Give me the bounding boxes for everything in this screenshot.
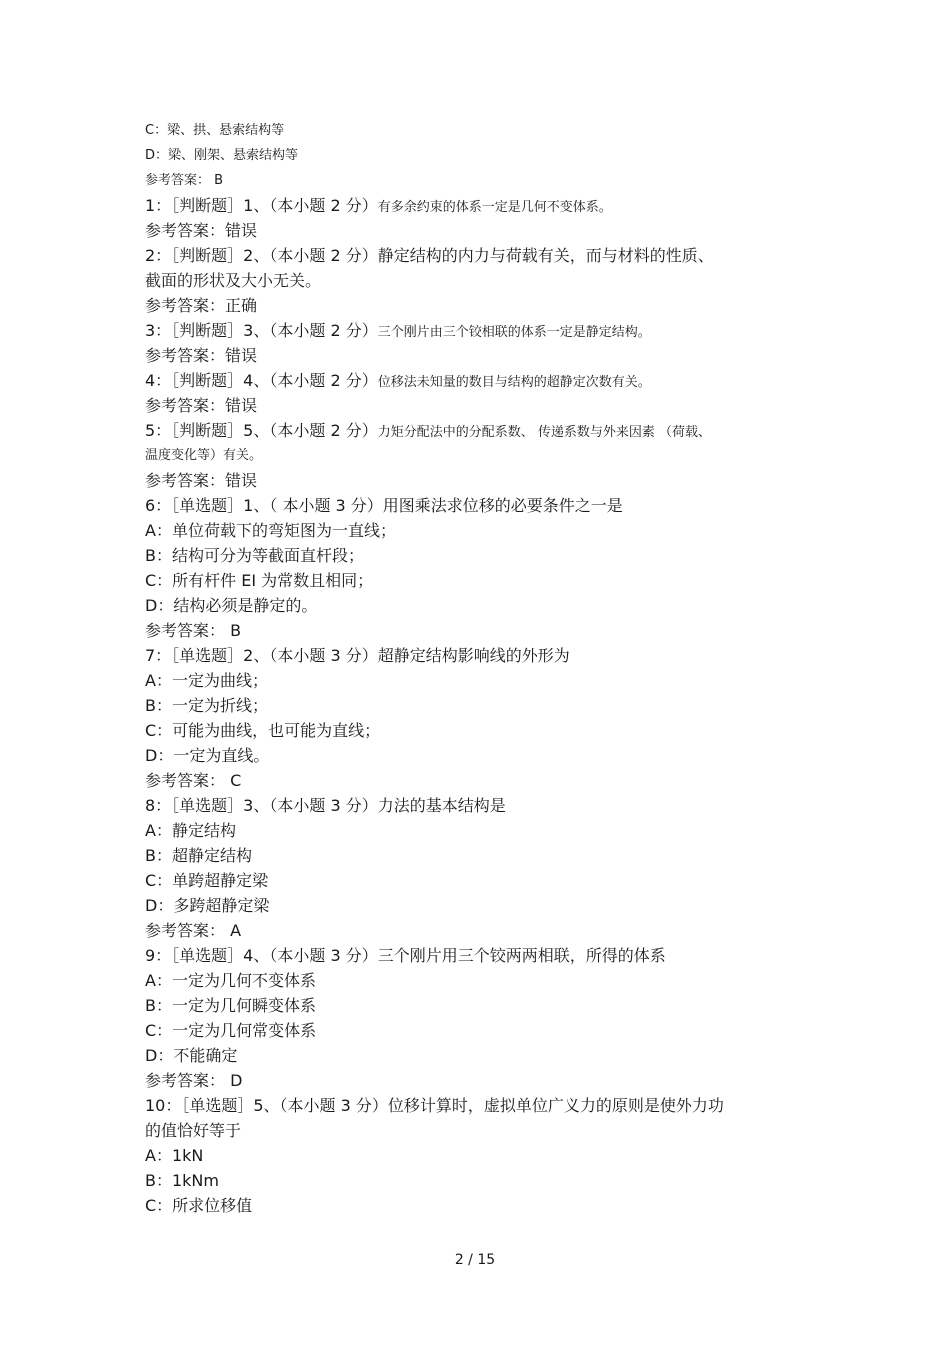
line-text: D：一定为直线。	[145, 746, 270, 765]
line-text: B：结构可分为等截面直杆段；	[145, 546, 364, 565]
line-question-text: 三个刚片由三个铰相联的体系一定是静定结构。	[377, 325, 651, 340]
line-text: D：梁、刚架、悬索结构等	[145, 148, 299, 163]
line-question-text: 位移法未知量的数目与结构的超静定次数有关。	[377, 375, 651, 390]
line-question-text: 力矩分配法中的分配系数、 传递系数与外来因素 （荷载、	[377, 425, 711, 440]
text-line	[145, 718, 825, 743]
text-line	[145, 493, 825, 518]
line-text: 5：［判断题］5、（本小题 2 分）	[145, 421, 378, 440]
line-text: 参考答案：正确	[145, 296, 258, 315]
page-number: 2 / 15	[454, 1252, 496, 1268]
text-line	[145, 1143, 825, 1168]
line-text: 10：［单选题］5、（本小题 3 分）位移计算时，虚拟单位广义力的原则是使外力功	[145, 1096, 724, 1115]
text-line	[145, 1093, 825, 1118]
line-text: 4：［判断题］4、（本小题 2 分）	[145, 371, 378, 390]
document-body	[145, 118, 825, 1218]
line-text: A：一定为曲线；	[145, 671, 268, 690]
text-line	[145, 568, 825, 593]
line-text: B：一定为折线；	[145, 696, 268, 715]
line-text: 截面的形状及大小无关。	[145, 271, 322, 290]
line-text: 参考答案：错误	[145, 346, 258, 365]
line-text: 2：［判断题］2、（本小题 2 分）静定结构的内力与荷载有关，而与材料的性质、	[145, 246, 714, 265]
line-text: A：一定为几何不变体系	[145, 971, 316, 990]
text-line	[145, 193, 825, 218]
text-line	[145, 768, 825, 793]
line-text: B：超静定结构	[145, 846, 252, 865]
line-text: C：所有杆件 EI 为常数且相同；	[145, 571, 374, 590]
text-line	[145, 118, 825, 143]
line-text: 3：［判断题］3、（本小题 2 分）	[145, 321, 378, 340]
line-text: 8：［单选题］3、（本小题 3 分）力法的基本结构是	[145, 796, 506, 815]
text-line	[145, 1168, 825, 1193]
text-line	[145, 993, 825, 1018]
line-text: 9：［单选题］4、（本小题 3 分）三个刚片用三个铰两两相联，所得的体系	[145, 946, 666, 965]
text-line	[145, 518, 825, 543]
line-text: 1：［判断题］1、（本小题 2 分）	[145, 196, 378, 215]
text-line	[145, 1018, 825, 1043]
line-text: 参考答案：错误	[145, 471, 258, 490]
line-text: 参考答案： B	[145, 173, 224, 188]
line-text: 参考答案： A	[145, 921, 242, 940]
line-text: A：1kN	[145, 1146, 204, 1165]
text-line	[145, 693, 825, 718]
text-line	[145, 343, 825, 368]
text-line	[145, 893, 825, 918]
line-text: B：一定为几何瞬变体系	[145, 996, 316, 1015]
text-line	[145, 968, 825, 993]
line-text: 温度变化等）有关。	[145, 448, 263, 463]
text-line	[145, 843, 825, 868]
text-line	[145, 418, 825, 443]
text-line	[145, 1193, 825, 1218]
text-line	[145, 818, 825, 843]
text-line	[145, 793, 825, 818]
text-line	[145, 318, 825, 343]
text-line	[145, 543, 825, 568]
text-line	[145, 1068, 825, 1093]
line-text: C：单跨超静定梁	[145, 871, 269, 890]
text-line	[145, 1043, 825, 1068]
text-line	[145, 218, 825, 243]
line-text: A：静定结构	[145, 821, 236, 840]
line-text: 的值恰好等于	[145, 1121, 242, 1140]
line-text: 参考答案：错误	[145, 221, 258, 240]
line-text: D：结构必须是静定的。	[145, 596, 318, 615]
line-text: A：单位荷载下的弯矩图为一直线；	[145, 521, 396, 540]
line-question-text: 有多余约束的体系一定是几何不变体系。	[377, 200, 612, 215]
line-text: D：不能确定	[145, 1046, 238, 1065]
line-text: B：1kNm	[145, 1171, 219, 1190]
line-text: 参考答案： D	[145, 1071, 243, 1090]
text-line	[145, 618, 825, 643]
text-line	[145, 293, 825, 318]
text-line	[145, 868, 825, 893]
line-text: C：所求位移值	[145, 1196, 253, 1215]
line-text: C：一定为几何常变体系	[145, 1021, 317, 1040]
line-text: 参考答案：错误	[145, 396, 258, 415]
line-text: C：可能为曲线，也可能为直线；	[145, 721, 381, 740]
text-line	[145, 918, 825, 943]
line-text: 参考答案： B	[145, 621, 242, 640]
text-line	[145, 168, 825, 193]
text-line	[145, 468, 825, 493]
text-line	[145, 243, 825, 268]
text-line	[145, 368, 825, 393]
text-line	[145, 668, 825, 693]
text-line	[145, 393, 825, 418]
line-text: 6：［单选题］1、（ 本小题 3 分）用图乘法求位移的必要条件之一是	[145, 496, 623, 515]
line-text: C：梁、拱、悬索结构等	[145, 123, 285, 138]
text-line	[145, 268, 825, 293]
text-line	[145, 643, 825, 668]
line-text: 7：［单选题］2、（本小题 3 分）超静定结构影响线的外形为	[145, 646, 570, 665]
line-text: 参考答案： C	[145, 771, 242, 790]
text-line	[145, 143, 825, 168]
text-line	[145, 443, 825, 468]
text-line	[145, 593, 825, 618]
text-line	[145, 943, 825, 968]
line-text: D：多跨超静定梁	[145, 896, 270, 915]
text-line	[145, 743, 825, 768]
text-line	[145, 1118, 825, 1143]
